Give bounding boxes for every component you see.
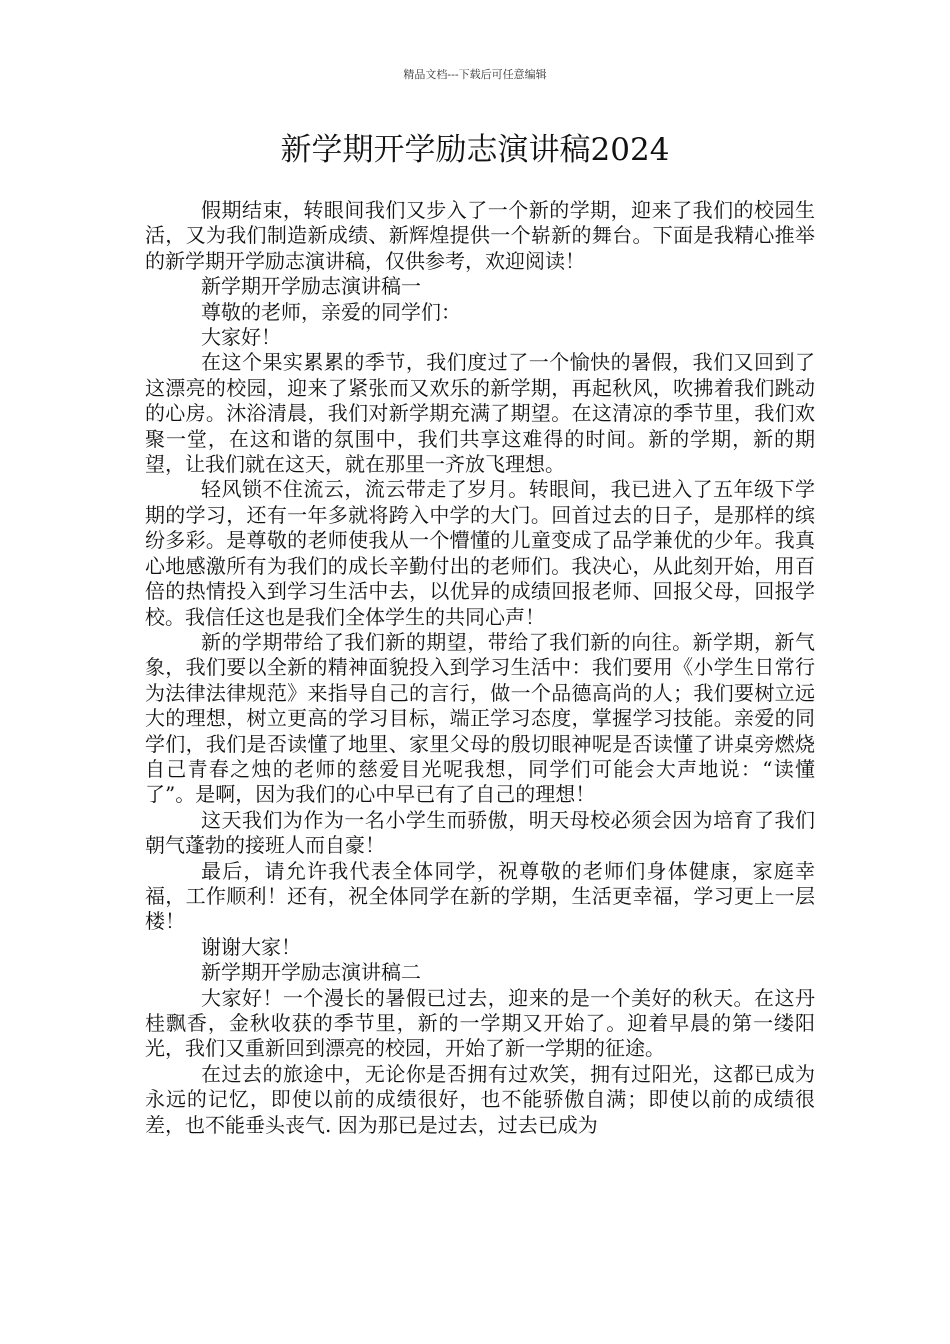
- paragraph: 在这个果实累累的季节，我们度过了一个愉快的暑假，我们又回到了这漂亮的校园，迎来了紧张而又欢乐的新学期，再起秋风，吹拂着我们跳动的心房。沐浴清晨，我们对新学期充满了期望。在这清凉的季节里，我们欢聚一堂，在这和谐的氛围中，我们共享这难得的时间。新的学期，新的期望，让我们就在这天，就在那里一齐放飞理想。: [145, 350, 815, 477]
- section-heading: 新学期开学励志演讲稿二: [201, 960, 421, 985]
- salutation: 尊敬的老师，亲爱的同学们：: [201, 299, 461, 324]
- paragraph: 假期结束，转眼间我们又步入了一个新的学期，迎来了我们的校园生活，又为我们制造新成绩、新辉煌提供一个崭新的舞台。下面是我精心推举的新学期开学励志演讲稿，仅供参考，欢迎阅读！: [145, 198, 815, 273]
- paragraph: 最后，请允许我代表全体同学，祝尊敬的老师们身体健康，家庭幸福，工作顺利！还有，祝全体同学在新的学期，生活更幸福，学习更上一层楼！: [145, 858, 815, 934]
- closing: 谢谢大家！: [201, 934, 301, 959]
- document-body: [145, 198, 815, 1138]
- paragraph: 新的学期带给了我们新的期望，带给了我们新的向往。新学期，新气象，我们要以全新的精神面貌投入到学习生活中：我们要用《小学生日常行为法律法律规范》来指导自己的言行，做一个品德高尚的人；我们要树立远大的理想，树立更高的学习目标，端正学习态度，掌握学习技能。亲爱的同学们，我们是否读懂了地里、家里父母的殷切眼神呢是否读懂了讲桌旁燃烧自己青春之烛的老师的慈爱目光呢我想，同学们可能会大声地说：“读懂了”。是啊，因为我们的心中早已有了自己的理想！: [145, 629, 815, 807]
- paragraph: 大家好！一个漫长的暑假已过去，迎来的是一个美好的秋天。在这丹桂飘香，金秋收获的季节里，新的一学期又开始了。迎着早晨的第一缕阳光，我们又重新回到漂亮的校园，开始了新一学期的征途。: [145, 985, 815, 1061]
- paragraph: 这天我们为作为一名小学生而骄傲，明天母校必须会因为培育了我们朝气蓬勃的接班人而自豪！: [145, 807, 815, 858]
- paragraph: 在过去的旅途中，无论你是否拥有过欢笑，拥有过阳光，这都已成为永远的记忆，即使以前的成绩很好，也不能骄傲自满；即使以前的成绩很差，也不能垂头丧气. 因为那已是过去，过去已成为: [145, 1061, 815, 1137]
- greeting: 大家好！: [201, 325, 281, 350]
- paragraph: 轻风锁不住流云，流云带走了岁月。转眼间，我已进入了五年级下学期的学习，还有一年多就将跨入中学的大门。回首过去的日子，是那样的缤纷多彩。是尊敬的老师使我从一个懵懂的儿童变成了品学兼优的少年。我真心地感激所有为我们的成长辛勤付出的老师们。我决心，从此刻开始，用百倍的热情投入到学习生活中去，以优异的成绩回报老师、回报父母，回报学校。我信任这也是我们全体学生的共同心声！: [145, 477, 815, 629]
- document-title: 新学期开学励志演讲稿2024: [280, 132, 670, 168]
- header-note: 精品文档---下载后可任意编辑: [403, 68, 547, 81]
- section-heading: 新学期开学励志演讲稿一: [201, 274, 421, 299]
